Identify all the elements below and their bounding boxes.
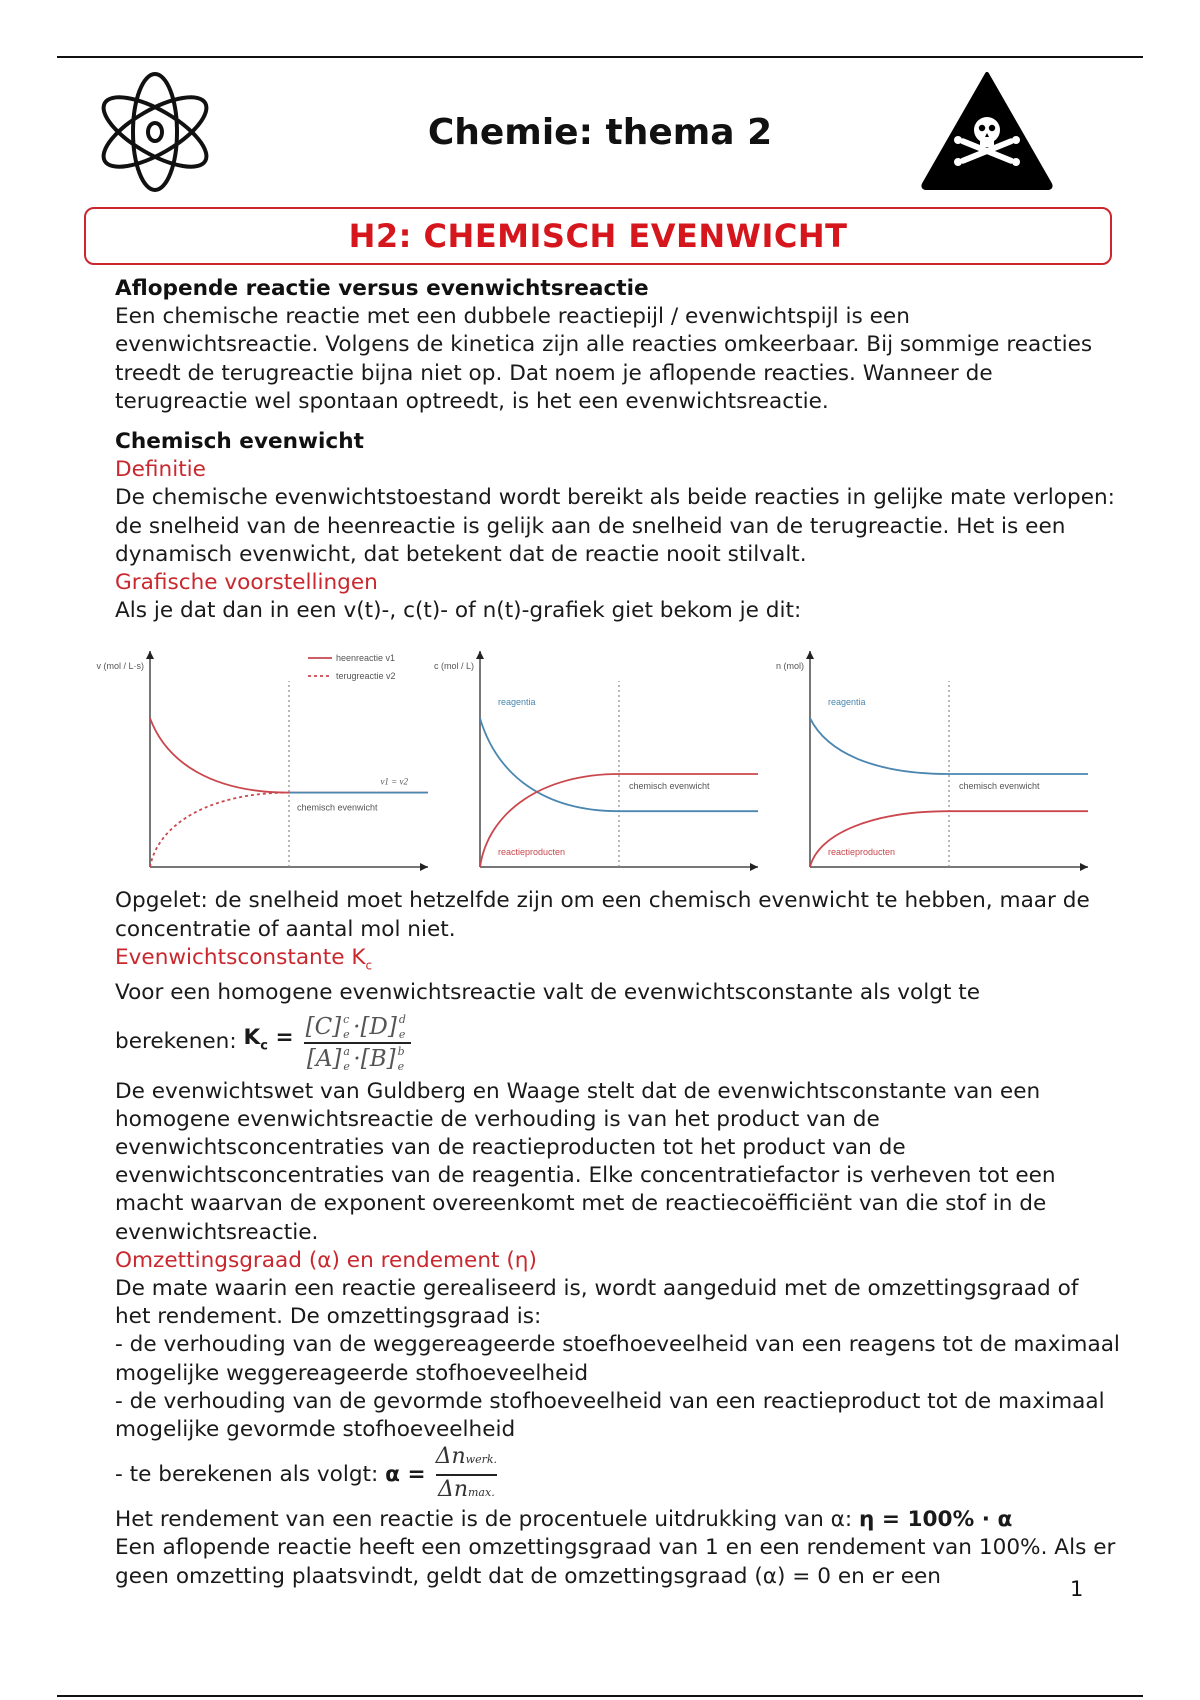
y-axis-label: c (mol / L)	[433, 661, 474, 672]
alpha-formula-prefix: - te berekenen als volgt:	[115, 1462, 379, 1488]
rendement-formula: η = 100% · α	[859, 1507, 1013, 1533]
kc-symbol: $K_c$ =	[243, 1025, 294, 1054]
kc-formula	[115, 1008, 1120, 1078]
y-axis-label: v (mol / L·s)	[96, 661, 144, 672]
legend-label: terugreactie v2	[336, 671, 396, 682]
annotation-reagentia: reagentia	[828, 697, 866, 708]
annotation-chemisch-evenwicht: chemisch evenwicht	[959, 781, 1040, 792]
y-axis-arrow	[806, 651, 814, 659]
subheading-evenwichtsconstante	[115, 944, 1120, 980]
legend-label: heenreactie v1	[336, 653, 396, 664]
paragraph-opgelet: Opgelet: de snelheid moet hetzelfde zijn om een chemisch evenwicht te hebben, maar de concentratie of aantal mol niet.	[115, 888, 1090, 942]
header-rule	[57, 56, 1143, 58]
alpha-denominator: Δnmax.	[437, 1477, 495, 1503]
paragraph-grafisch: Als je dat dan in een v(t)-, c(t)- of n(t)-grafiek giet bekom je dit:	[115, 598, 802, 624]
series-reactieproducten	[810, 812, 1088, 868]
kc-label-sub: c	[365, 958, 373, 973]
kc-formula-prefix: berekenen:	[115, 1029, 237, 1055]
alpha-numerator: Δnwerk.	[435, 1444, 498, 1470]
bullet-gevormd: - de verhouding van de gevormde stofhoeveelheid van een reactieproduct tot de maximaal mogelijke gevormde stofhoeveelheid	[115, 1388, 1105, 1442]
annotation-reagentia: reagentia	[498, 697, 536, 708]
paragraph-guldberg-waage: De evenwichtswet van Guldberg en Waage stelt dat de evenwichtsconstante van een homogene evenwichtsreactie de verhouding is van het product van de evenwichtsconcentraties van de reactieproducten tot het product van de evenwichtsconcentraties van de reagentia. Elke concentratiefactor is verheven tot een macht waarvan de exponent overeenkomt met de reactiecoëfficiënt van die stof in de evenwichtsreactie.	[115, 1078, 1056, 1245]
paragraph-kc-intro: Voor een homogene evenwichtsreactie valt de evenwichtsconstante als volgt te	[115, 980, 981, 1006]
document-body	[96, 275, 1120, 1591]
section-heading-chemisch-evenwicht: Chemisch evenwicht	[115, 429, 364, 455]
chart-n-t	[768, 631, 1098, 887]
bullet-weggereageerd: - de verhouding van de weggereageerde stoefhoeveelheid van een reagens tot de maximaal mogelijke weggereageerde stofhoeveelheid	[115, 1332, 1120, 1386]
annotation-v1-v2: v1 = v2	[380, 777, 408, 788]
kc-fraction	[304, 1012, 411, 1074]
paragraph-aflopende: Een chemische reactie met een dubbele reactiepijl / evenwichtspijl is een evenwichtsreactie. Volgens de kinetica zijn alle reacties omkeerbaar. Bij sommige reacties treedt de terugreactie bijna niet op. Dat noem je aflopende reacties. Wanneer de terugreactie wel spontaan optreedt, is het een evenwichtsreactie.	[115, 304, 1093, 414]
chart-v-t	[96, 631, 438, 887]
alpha-formula	[115, 1444, 1120, 1506]
chart-row	[96, 631, 1120, 887]
annotation-reactieproducten: reactieproducten	[828, 847, 896, 858]
y-axis-arrow	[476, 651, 484, 659]
annotation-reactieproducten: reactieproducten	[498, 847, 566, 858]
atom-icon	[95, 68, 215, 196]
poison-skull-hazard-icon	[920, 70, 1054, 190]
chart-c-t	[433, 631, 768, 887]
annotation-chemisch-evenwicht: chemisch evenwicht	[629, 781, 710, 792]
chart-n-t-svg	[768, 631, 1098, 887]
subheading-definitie: Definitie	[115, 457, 206, 483]
series-terugreactie-v2	[150, 793, 289, 867]
chapter-title: H2: CHEMISCH EVENWICHT	[348, 217, 848, 255]
kc-numerator: [C] c e ·[D] d e	[305, 1012, 406, 1041]
kc-denominator: [A] a e ·[B] b e	[306, 1044, 405, 1073]
section-heading-aflopende: Aflopende reactie versus evenwichtsreactie	[115, 276, 649, 301]
document-title: Chemie: thema 2	[427, 112, 773, 153]
x-axis-arrow	[1080, 863, 1088, 871]
y-axis-arrow	[146, 651, 154, 659]
alpha-symbol: α =	[385, 1462, 426, 1488]
series-reagentia	[480, 719, 758, 812]
page-number: 1	[1070, 1577, 1084, 1601]
paragraph-definitie: De chemische evenwichtstoestand wordt bereikt als beide reacties in gelijke mate verlopen: de snelheid van de heenreactie is gelijk aan de snelheid van de terugreactie. Het is een dynamisch evenwicht, dat betekent dat de reactie nooit stilvalt.	[115, 485, 1115, 567]
y-axis-label: n (mol)	[775, 661, 804, 672]
subheading-grafische-voorstellingen: Grafische voorstellingen	[115, 570, 378, 596]
subheading-omzettingsgraad: Omzettingsgraad (α) en rendement (η)	[115, 1247, 537, 1273]
paragraph-omzetting-intro: De mate waarin een reactie gerealiseerd is, wordt aangeduid met de omzettingsgraad of het rendement. De omzettingsgraad is:	[115, 1275, 1079, 1330]
chapter-title-box	[84, 207, 1112, 265]
chart-v-t-svg	[96, 631, 438, 887]
chart-c-t-svg	[433, 631, 768, 887]
x-axis-arrow	[750, 863, 758, 871]
paragraph-rendement: Het rendement van een reactie is de procentuele uitdrukking van α: η = 100% · α	[115, 1507, 1013, 1533]
footer-rule	[57, 1695, 1143, 1697]
kc-label-text: Evenwichtsconstante K	[115, 944, 366, 970]
paragraph-aflopend-final: Een aflopende reactie heeft een omzettingsgraad van 1 en een rendement van 100%. Als er geen omzetting plaatsvindt, geldt dat de omzettingsgraad (α) = 0 en er een	[115, 1535, 1116, 1589]
annotation-chemisch-evenwicht: chemisch evenwicht	[297, 803, 378, 814]
alpha-fraction	[436, 1443, 497, 1507]
x-axis-arrow	[420, 863, 428, 871]
